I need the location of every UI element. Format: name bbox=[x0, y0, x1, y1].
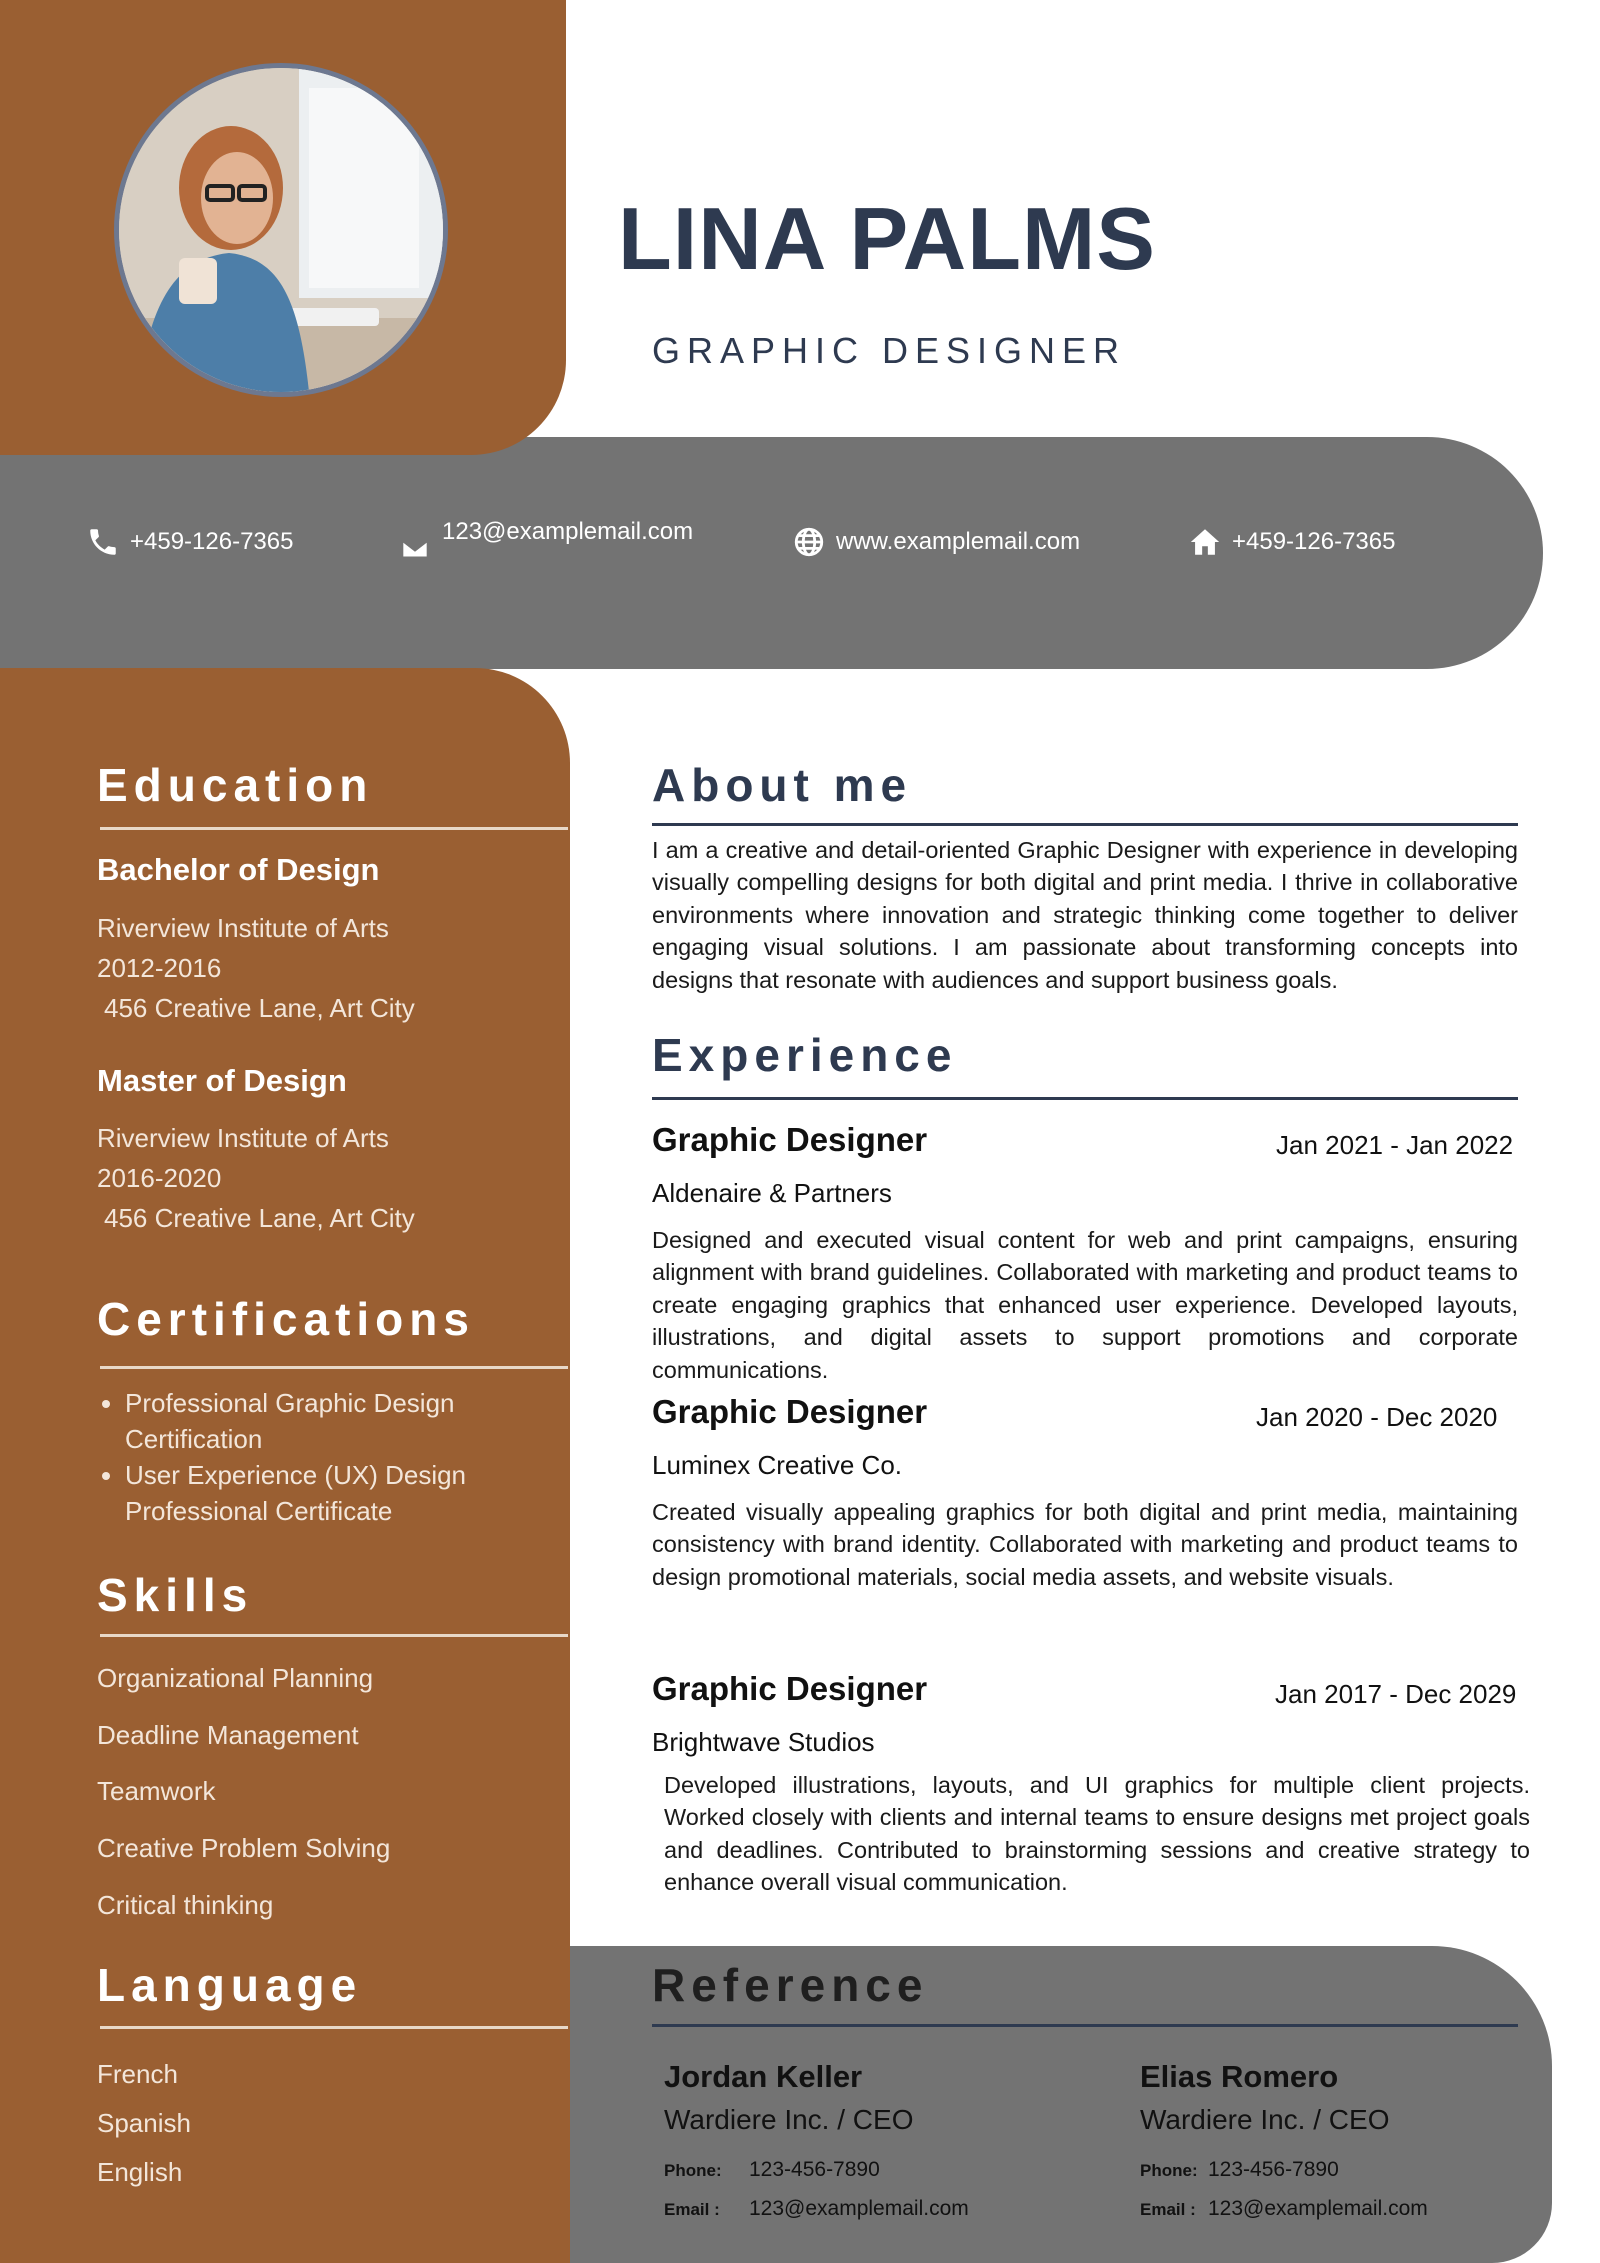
skill-item: Organizational Planning bbox=[97, 1663, 374, 1693]
list-item: • User Experience (UX) Design Professional Certificate bbox=[125, 1457, 565, 1529]
education-heading: Education bbox=[97, 759, 374, 811]
job-role-subtitle: GRAPHIC DESIGNER bbox=[652, 330, 1127, 371]
certifications-heading: Certifications bbox=[97, 1293, 475, 1345]
certifications-list bbox=[97, 1385, 565, 1529]
job-dates: Jan 2021 - Jan 2022 bbox=[1276, 1130, 1514, 1160]
language-item: French bbox=[97, 2059, 178, 2089]
reference-org: Wardiere Inc. / CEO bbox=[1140, 2104, 1390, 2135]
person-illustration bbox=[119, 68, 443, 392]
home-icon bbox=[1188, 525, 1222, 559]
job-dates: Jan 2020 - Dec 2020 bbox=[1256, 1402, 1498, 1432]
experience-divider bbox=[652, 1097, 1518, 1100]
experience-heading: Experience bbox=[652, 1029, 958, 1081]
job-dates: Jan 2017 - Dec 2029 bbox=[1275, 1679, 1517, 1709]
job-title: Graphic Designer bbox=[652, 1121, 928, 1158]
contact-website-text: www.examplemail.com bbox=[836, 528, 1081, 555]
degree-title: Master of Design bbox=[97, 1063, 347, 1098]
language-divider bbox=[100, 2026, 568, 2029]
avatar bbox=[119, 68, 443, 392]
contact-phone[interactable] bbox=[86, 525, 293, 559]
degree-address: 456 Creative Lane, Art City bbox=[104, 993, 415, 1023]
contact-email-text: 123@examplemail.com bbox=[442, 518, 694, 545]
email-icon bbox=[398, 532, 432, 566]
skills-divider bbox=[100, 1634, 568, 1637]
reference-phone-label: Phone: bbox=[664, 2161, 722, 2180]
job-company: Brightwave Studios bbox=[652, 1727, 875, 1757]
degree-years: 2012-2016 bbox=[97, 953, 222, 983]
reference-heading: Reference bbox=[652, 1959, 929, 2011]
job-description: Designed and executed visual content for web and print campaigns, ensuring alignment with brand guidelines. Collaborated with marketing and product teams to create engaging graphics that enhanced user experience. Developed layouts, illustrations, and digital assets to support promotions and corporate communications. bbox=[652, 1227, 1518, 1383]
contact-phone-text: +459-126-7365 bbox=[130, 528, 294, 555]
language-heading: Language bbox=[97, 1959, 363, 2011]
skill-item: Teamwork bbox=[97, 1776, 216, 1806]
degree-title: Bachelor of Design bbox=[97, 852, 380, 887]
certifications-divider bbox=[100, 1366, 568, 1369]
job-description: Created visually appealing graphics for both digital and print media, maintaining consistency with brand identity. Collaborated with marketing and product teams to design promotional materials, social media assets, and website visuals. bbox=[652, 1499, 1518, 1590]
page-title: LINA PALMS bbox=[618, 189, 1156, 288]
contact-email[interactable] bbox=[398, 518, 693, 566]
reference-email-label: Email : bbox=[664, 2200, 720, 2219]
contact-home[interactable] bbox=[1188, 525, 1395, 559]
reference-email: 123@examplemail.com bbox=[749, 2197, 969, 2220]
language-item: Spanish bbox=[97, 2108, 191, 2138]
profile-photo bbox=[114, 63, 448, 397]
contact-home-text: +459-126-7365 bbox=[1232, 528, 1396, 555]
reference-name: Elias Romero bbox=[1140, 2059, 1339, 2094]
phone-icon bbox=[86, 525, 120, 559]
reference-phone: 123-456-7890 bbox=[1208, 2158, 1339, 2181]
job-title: Graphic Designer bbox=[652, 1670, 928, 1707]
skills-heading: Skills bbox=[97, 1569, 254, 1621]
reference-phone: 123-456-7890 bbox=[749, 2158, 880, 2181]
job-company: Aldenaire & Partners bbox=[652, 1178, 892, 1208]
reference-name: Jordan Keller bbox=[664, 2059, 863, 2094]
about-divider bbox=[652, 823, 1518, 826]
contact-website[interactable] bbox=[792, 525, 1080, 559]
language-item: English bbox=[97, 2157, 183, 2187]
about-heading: About me bbox=[652, 759, 913, 811]
list-item: • Professional Graphic Design Certification bbox=[125, 1385, 565, 1457]
reference-email: 123@examplemail.com bbox=[1208, 2197, 1428, 2220]
job-title: Graphic Designer bbox=[652, 1393, 928, 1430]
globe-icon bbox=[792, 525, 826, 559]
job-description: Developed illustrations, layouts, and UI graphics for multiple client projects. Worked closely with clients and internal teams to ensure designs met project goals and deadlines. Contributed to brainstorming sessions and creative strategy to enhance overall visual communication. bbox=[664, 1772, 1530, 1896]
education-divider bbox=[100, 827, 568, 830]
job-company: Luminex Creative Co. bbox=[652, 1450, 902, 1480]
degree-school: Riverview Institute of Arts bbox=[97, 913, 389, 943]
degree-address: 456 Creative Lane, Art City bbox=[104, 1203, 415, 1233]
about-text: I am a creative and detail-oriented Graphic Designer with experience in developing visually compelling designs for both digital and print media. I thrive in collaborative environments where innovation and strategic thinking come together to deliver engaging visual solutions. I am passionate about transforming concepts into designs that resonate with audiences and support business goals. bbox=[652, 837, 1518, 993]
degree-school: Riverview Institute of Arts bbox=[97, 1123, 389, 1153]
degree-years: 2016-2020 bbox=[97, 1163, 222, 1193]
skill-item: Critical thinking bbox=[97, 1890, 274, 1920]
reference-email-label: Email : bbox=[1140, 2200, 1196, 2219]
reference-phone-label: Phone: bbox=[1140, 2161, 1198, 2180]
skill-item: Creative Problem Solving bbox=[97, 1833, 391, 1863]
reference-divider bbox=[652, 2024, 1518, 2027]
reference-org: Wardiere Inc. / CEO bbox=[664, 2104, 914, 2135]
skill-item: Deadline Management bbox=[97, 1720, 359, 1750]
